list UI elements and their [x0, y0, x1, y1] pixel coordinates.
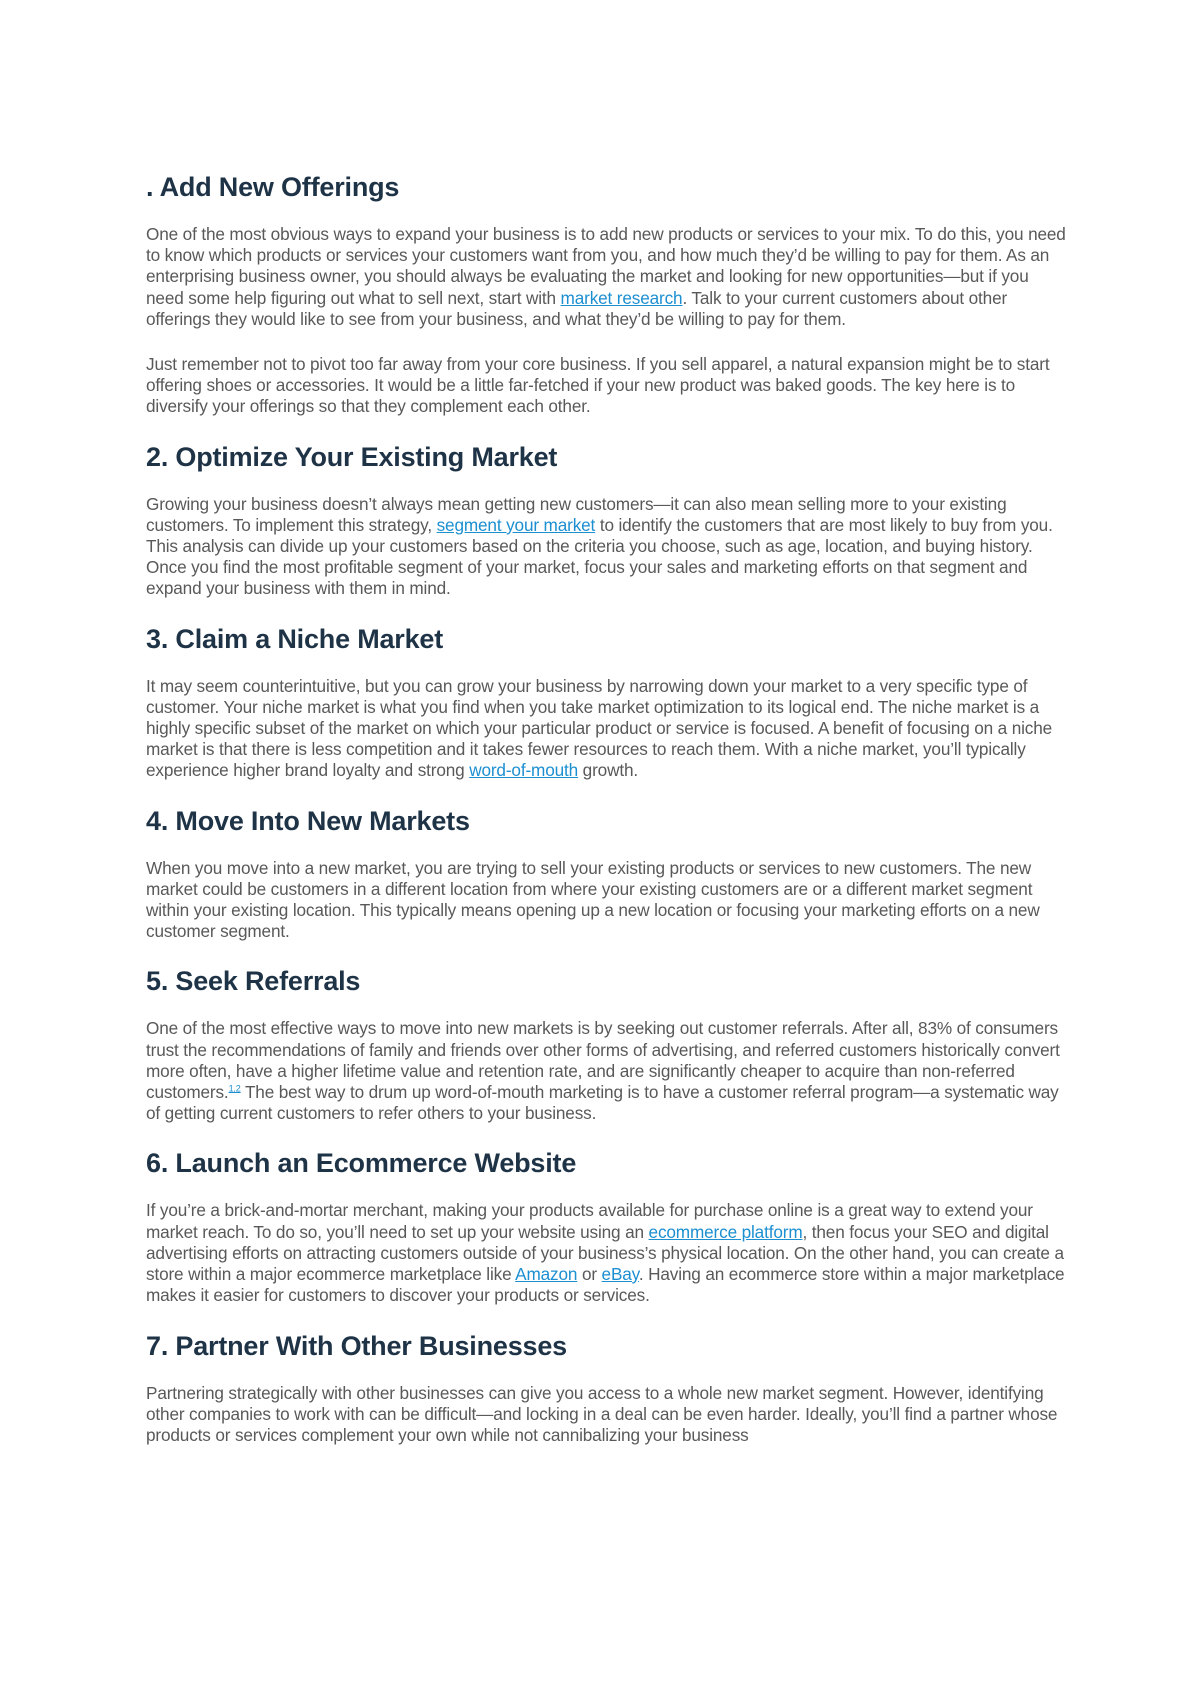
paragraph-text: One of the most effective ways to move into new markets is by seeking out customer referrals. After all, 83% of consumers trust the recommendations of family and friends over other forms of advertising, and referred customers historically convert more often, have a higher lifetime value and retention rate, and are significantly cheaper to acquire than non-referred customers.	[146, 1018, 1060, 1103]
section-heading-partner-with-other-businesses: 7. Partner With Other Businesses	[146, 1330, 567, 1361]
paragraph	[146, 858, 1066, 943]
section-heading-add-new-offerings: . Add New Offerings	[146, 172, 400, 202]
ebay-link[interactable]: eBay	[601, 1264, 639, 1285]
paragraph-text: When you move into a new market, you are trying to sell your existing products or services to new customers. The new market could be customers in a different location from where your existing customers are or a different market segment within your existing location. This typically means opening up a new location or focusing your marketing efforts on a new customer segment.	[146, 857, 1040, 942]
section-heading-claim-niche-market: 3. Claim a Niche Market	[146, 623, 444, 654]
section-heading-move-into-new-markets: 4. Move Into New Markets	[146, 805, 470, 836]
paragraph	[146, 224, 1066, 330]
paragraph	[146, 1018, 1066, 1124]
paragraph	[146, 494, 1066, 600]
paragraph	[146, 354, 1066, 418]
word-of-mouth-link[interactable]: word-of-mouth	[469, 760, 579, 781]
paragraph	[146, 676, 1066, 782]
paragraph-text: It may seem counterintuitive, but you can grow your business by narrowing down your market to a very specific type of customer. Your niche market is what you find when you take market optimization to its logical end. The niche market is a highly specific subset of the market on which your particular product or service is focused. A benefit of focusing on a niche market is that there is less competition and it takes fewer resources to reach them. With a niche market, you’ll typically experience higher brand loyalty and strong	[146, 675, 1053, 781]
paragraph-text: to identify the customers that are most likely to buy from you. This analysis can divide up your customers based on the criteria you choose, such as age, location, and buying history. Once you find the most profitable segment of your market, focus your sales and marketing efforts on that segment and expand your business with them in mind.	[146, 514, 1053, 599]
paragraph	[146, 1200, 1066, 1306]
paragraph-text: If you’re a brick-and-mortar merchant, making your products available for purchase online is a great way to extend your market reach. To do so, you’ll need to set up your website using an	[146, 1200, 1033, 1242]
paragraph-text: growth.	[578, 760, 638, 781]
section-heading-optimize-existing-market: 2. Optimize Your Existing Market	[146, 441, 558, 472]
paragraph-text: or	[577, 1264, 602, 1285]
paragraph-text: Partnering strategically with other businesses can give you access to a whole new market segment. However, identifying other companies to work with can be difficult—and locking in a deal can be even harder. Ideally, you’ll find a partner whose products or services complement your own while not cannibalizing your business	[146, 1382, 1058, 1445]
paragraph-text: , then focus your SEO and digital advertising efforts on attracting customers outside of your business’s physical location. On the other hand, you can create a store within a major ecommerce marketplace like	[146, 1221, 1064, 1285]
section-heading-seek-referrals: 5. Seek Referrals	[146, 966, 361, 997]
footnote-reference[interactable]: 1,2	[228, 1083, 241, 1094]
paragraph-text: . Talk to your current customers about other offerings they would like to see from your business, and what they’d be willing to pay for them.	[146, 287, 1008, 329]
market-research-link[interactable]: market research	[560, 287, 683, 308]
paragraph-text: Growing your business doesn’t always mean getting new customers—it can also mean selling more to your existing customers. To implement this strategy,	[146, 493, 1007, 535]
section-heading-launch-ecommerce-website: 6. Launch an Ecommerce Website	[146, 1148, 577, 1179]
paragraph-text: Just remember not to pivot too far away from your core business. If you sell apparel, a natural expansion might be to start offering shoes or accessories. It would be a little far-fetched if your new product was baked goods. The key here is to diversify your offerings so that they complement each other.	[146, 354, 1050, 417]
paragraph-text: One of the most obvious ways to expand your business is to add new products or services to your mix. To do this, you need to know which products or services your customers want from you, and how much they’d be willing to pay for them. As an enterprising business owner, you should always be evaluating the market and looking for new opportunities—but if you need some help figuring out what to sell next, start with	[146, 224, 1066, 308]
paragraph-text: The best way to drum up word-of-mouth marketing is to have a customer referral program—a systematic way of getting current customers to refer others to your business.	[146, 1082, 1059, 1124]
ecommerce-platform-link[interactable]: ecommerce platform	[648, 1221, 803, 1242]
paragraph-text: . Having an ecommerce store within a major marketplace makes it easier for customers to discover your products or services.	[146, 1264, 1065, 1306]
amazon-link[interactable]: Amazon	[515, 1264, 578, 1285]
segment-your-market-link[interactable]: segment your market	[436, 514, 596, 535]
paragraph	[146, 1383, 1066, 1447]
document-page	[146, 170, 1066, 1468]
